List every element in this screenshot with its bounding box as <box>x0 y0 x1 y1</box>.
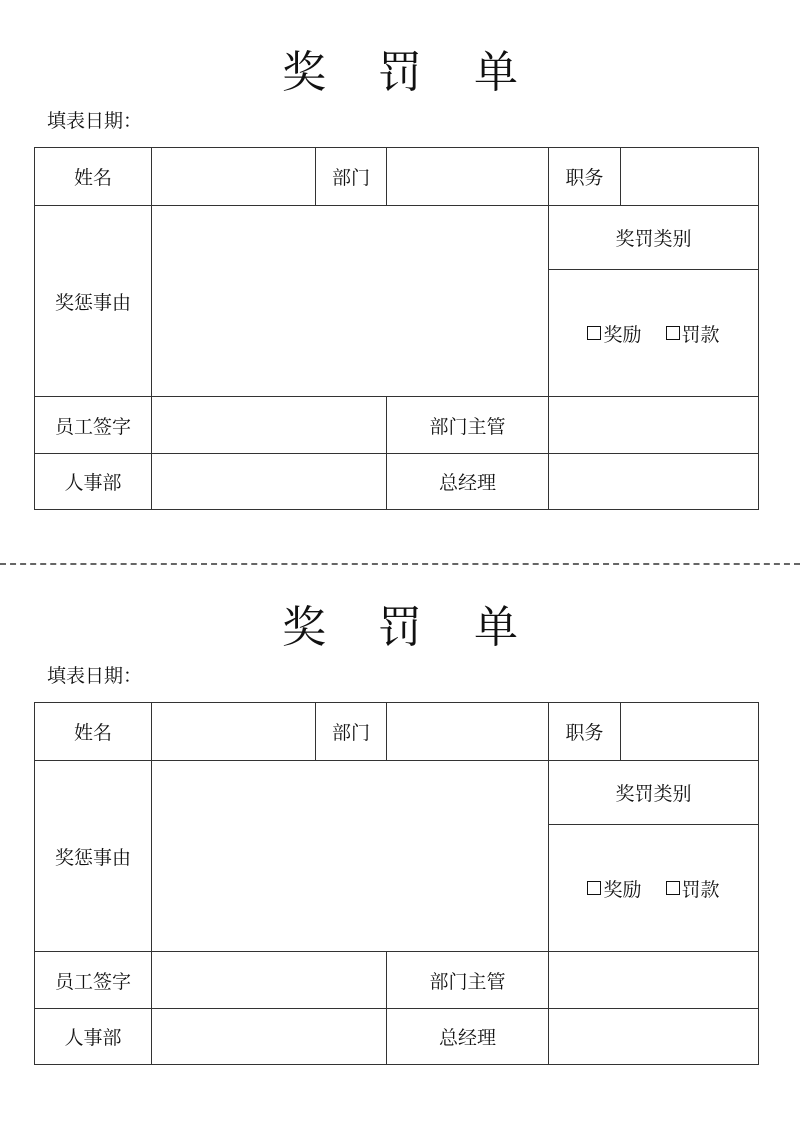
reward-penalty-form <box>0 555 800 1075</box>
penalty-option-label: 罚款 <box>681 323 720 346</box>
reason-field[interactable] <box>152 761 548 951</box>
cut-line-divider <box>0 563 800 565</box>
dept-manager-label: 部门主管 <box>429 970 506 993</box>
reward-checkbox[interactable] <box>587 881 601 895</box>
hr-field[interactable] <box>152 1009 386 1064</box>
general-manager-field[interactable] <box>549 1009 758 1064</box>
penalty-option[interactable] <box>666 320 720 347</box>
department-label: 部门 <box>331 722 370 744</box>
general-manager-label: 总经理 <box>438 472 496 494</box>
reward-penalty-form <box>0 0 800 520</box>
position-field[interactable] <box>621 148 758 205</box>
reward-option[interactable] <box>587 875 641 902</box>
dept-manager-field[interactable] <box>549 397 758 453</box>
penalty-checkbox[interactable] <box>666 881 680 895</box>
department-label: 部门 <box>331 167 370 189</box>
reason-field[interactable] <box>152 206 548 396</box>
hr-label: 人事部 <box>64 472 122 494</box>
reward-option-label: 奖励 <box>603 878 642 901</box>
reason-label: 奖惩事由 <box>54 291 131 314</box>
form-table <box>34 702 759 1065</box>
category-label: 奖罚类别 <box>615 228 692 250</box>
reward-option[interactable] <box>587 320 641 347</box>
category-options <box>549 825 758 951</box>
dept-manager-label: 部门主管 <box>429 415 506 438</box>
name-field[interactable] <box>152 148 315 205</box>
form-title: 奖罚单 <box>282 602 570 653</box>
department-field[interactable] <box>387 703 548 760</box>
employee-sign-field[interactable] <box>152 952 386 1008</box>
penalty-option-label: 罚款 <box>681 878 720 901</box>
category-label: 奖罚类别 <box>615 783 692 805</box>
fill-date-label: 填表日期： <box>47 665 143 687</box>
penalty-option[interactable] <box>666 875 720 902</box>
form-title: 奖罚单 <box>282 47 570 98</box>
position-label: 职务 <box>565 167 604 189</box>
general-manager-label: 总经理 <box>438 1027 496 1049</box>
form-table <box>34 147 759 510</box>
name-label: 姓名 <box>73 167 112 189</box>
employee-sign-field[interactable] <box>152 397 386 453</box>
hr-label: 人事部 <box>64 1027 122 1049</box>
category-options <box>549 270 758 396</box>
department-field[interactable] <box>387 148 548 205</box>
fill-date-label: 填表日期： <box>47 110 143 132</box>
reward-checkbox[interactable] <box>587 326 601 340</box>
employee-sign-label: 员工签字 <box>54 970 131 993</box>
employee-sign-label: 员工签字 <box>54 415 131 438</box>
penalty-checkbox[interactable] <box>666 326 680 340</box>
dept-manager-field[interactable] <box>549 952 758 1008</box>
position-field[interactable] <box>621 703 758 760</box>
hr-field[interactable] <box>152 454 386 509</box>
reason-label: 奖惩事由 <box>54 846 131 869</box>
reward-option-label: 奖励 <box>603 323 642 346</box>
name-field[interactable] <box>152 703 315 760</box>
name-label: 姓名 <box>73 722 112 744</box>
position-label: 职务 <box>565 722 604 744</box>
general-manager-field[interactable] <box>549 454 758 509</box>
